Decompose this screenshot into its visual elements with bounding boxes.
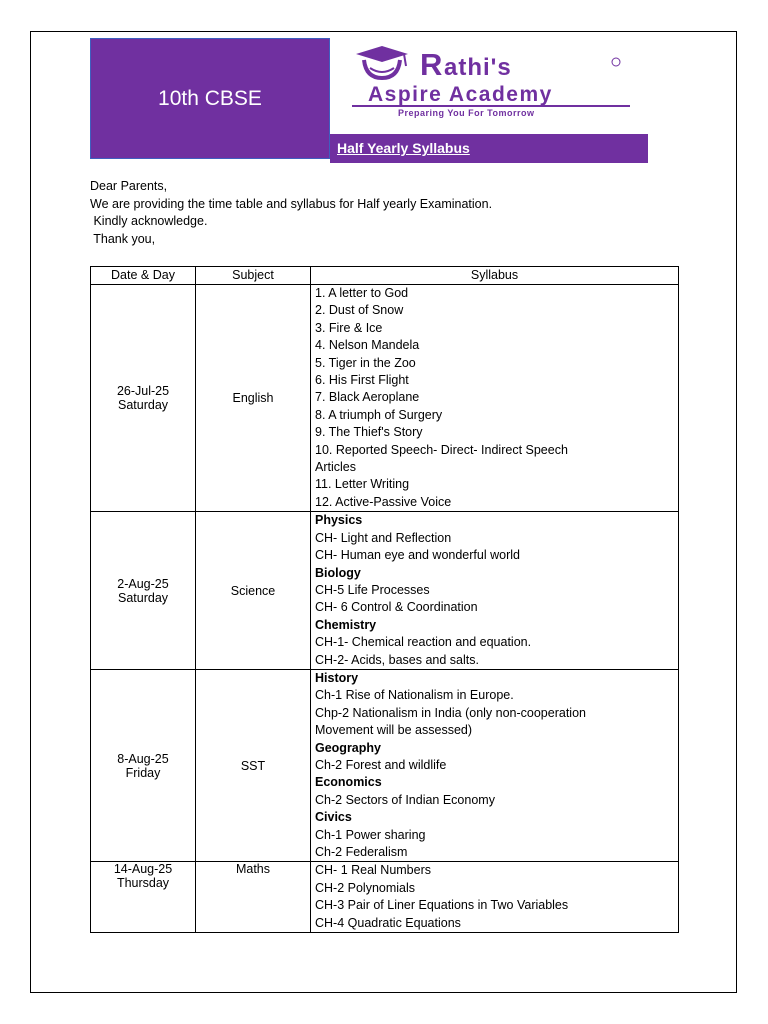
exam-date: 2-Aug-25 [117, 576, 169, 591]
header-subject: Subject [196, 267, 311, 285]
subject-cell: SST [196, 669, 311, 861]
syllabus-cell [311, 669, 679, 861]
syllabus-item: 9. The Thief's Story [315, 425, 423, 440]
subject-cell: English [196, 285, 311, 512]
syllabus-cell [311, 862, 679, 933]
exam-date: 8-Aug-25 [117, 751, 169, 766]
syllabus-item: CH-2- Acids, bases and salts. [315, 652, 479, 667]
syllabus-cell [311, 285, 679, 512]
syllabus-item: 11. Letter Writing [315, 477, 410, 492]
subject-cell: Science [196, 512, 311, 670]
letter-line: Kindly acknowledge. [90, 214, 208, 228]
syllabus-item: Ch-2 Sectors of Indian Economy [315, 792, 495, 807]
syllabus-item: 8. A triumph of Surgery [315, 407, 443, 422]
exam-day: Friday [125, 765, 161, 780]
letter-line: Thank you, [90, 231, 156, 246]
syllabus-section-heading: Geography [315, 740, 381, 755]
syllabus-item: CH-1- Chemical reaction and equation. [315, 635, 532, 650]
exam-day: Thursday [116, 876, 170, 891]
syllabus-item: CH-4 Quadratic Equations [315, 915, 461, 930]
syllabus-item: 6. His First Flight [315, 373, 409, 388]
graduation-cap-icon [356, 46, 408, 78]
syllabus-item: Ch-1 Rise of Nationalism in Europe. [315, 688, 514, 703]
letter-greeting: Dear Parents, [90, 179, 168, 193]
syllabus-item: CH-2 Polynomials [315, 880, 416, 895]
syllabus-section-heading: Civics [315, 810, 352, 825]
table-row [91, 512, 679, 670]
syllabus-item: 3. Fire & Ice [315, 320, 383, 335]
syllabus-item: Ch-2 Federalism [315, 845, 408, 859]
syllabus-section-heading: Chemistry [315, 617, 377, 632]
syllabus-item: Chp-2 Nationalism in India (only non-cooperation [315, 705, 586, 720]
syllabus-section-heading: Economics [315, 775, 382, 790]
syllabus-item: 2. Dust of Snow [315, 303, 404, 318]
syllabus-item: Movement will be assessed) [315, 723, 473, 738]
syllabus-item: CH- 1 Real Numbers [315, 863, 432, 878]
table-row [91, 862, 679, 933]
exam-date-cell [91, 669, 196, 861]
syllabus-item: Ch-1 Power sharing [315, 827, 426, 842]
subject-cell: Maths [196, 862, 311, 933]
header-date-day: Date & Day [91, 267, 196, 285]
syllabus-item: 10. Reported Speech- Direct- Indirect Speech [315, 442, 568, 457]
syllabus-item: CH- 6 Control & Coordination [315, 600, 478, 615]
table-header-row [91, 267, 679, 285]
banner-title: Half Yearly Syllabus [337, 140, 470, 156]
exam-date-cell [91, 862, 196, 933]
syllabus-item: CH-5 Life Processes [315, 582, 430, 597]
syllabus-item: CH- Human eye and wonderful world [315, 548, 520, 563]
syllabus-item: 5. Tiger in the Zoo [315, 355, 416, 370]
syllabus-item: 7. Black Aeroplane [315, 390, 420, 405]
exam-day: Saturday [117, 398, 169, 413]
syllabus-banner [330, 134, 648, 163]
syllabus-cell [311, 512, 679, 670]
syllabus-item: Ch-2 Forest and wildlife [315, 757, 447, 772]
letter-line: We are providing the time table and syllabus for Half yearly Examination. [90, 196, 493, 211]
svg-text:athi's: athi's [444, 54, 512, 81]
exam-date-cell [91, 512, 196, 670]
exam-day: Saturday [117, 590, 169, 605]
syllabus-section-heading: History [315, 670, 359, 685]
exam-date: 26-Jul-25 [116, 384, 170, 399]
exam-date: 14-Aug-25 [113, 862, 173, 877]
syllabus-section-heading: Biology [315, 565, 361, 580]
exam-timetable [90, 266, 679, 933]
syllabus-section-heading: Physics [315, 513, 363, 528]
syllabus-item: 4. Nelson Mandela [315, 338, 420, 353]
exam-date-cell [91, 285, 196, 512]
class-title-box [90, 38, 330, 159]
syllabus-item: 12. Active-Passive Voice [315, 494, 452, 509]
parent-letter [90, 178, 492, 248]
logo-name-line1: R [420, 47, 443, 82]
syllabus-item: Articles [315, 460, 356, 475]
syllabus-item: CH- Light and Reflection [315, 530, 452, 545]
logo-name-line2: Aspire Academy [368, 83, 553, 106]
class-title: 10th CBSE [158, 86, 262, 110]
logo-tagline: Preparing You For Tomorrow [398, 108, 535, 118]
syllabus-item: 1. A letter to God [315, 286, 409, 300]
table-row [91, 669, 679, 861]
table-row [91, 285, 679, 512]
header-syllabus: Syllabus [311, 267, 679, 285]
syllabus-item: CH-3 Pair of Liner Equations in Two Variables [315, 898, 569, 913]
academy-logo [348, 44, 638, 120]
